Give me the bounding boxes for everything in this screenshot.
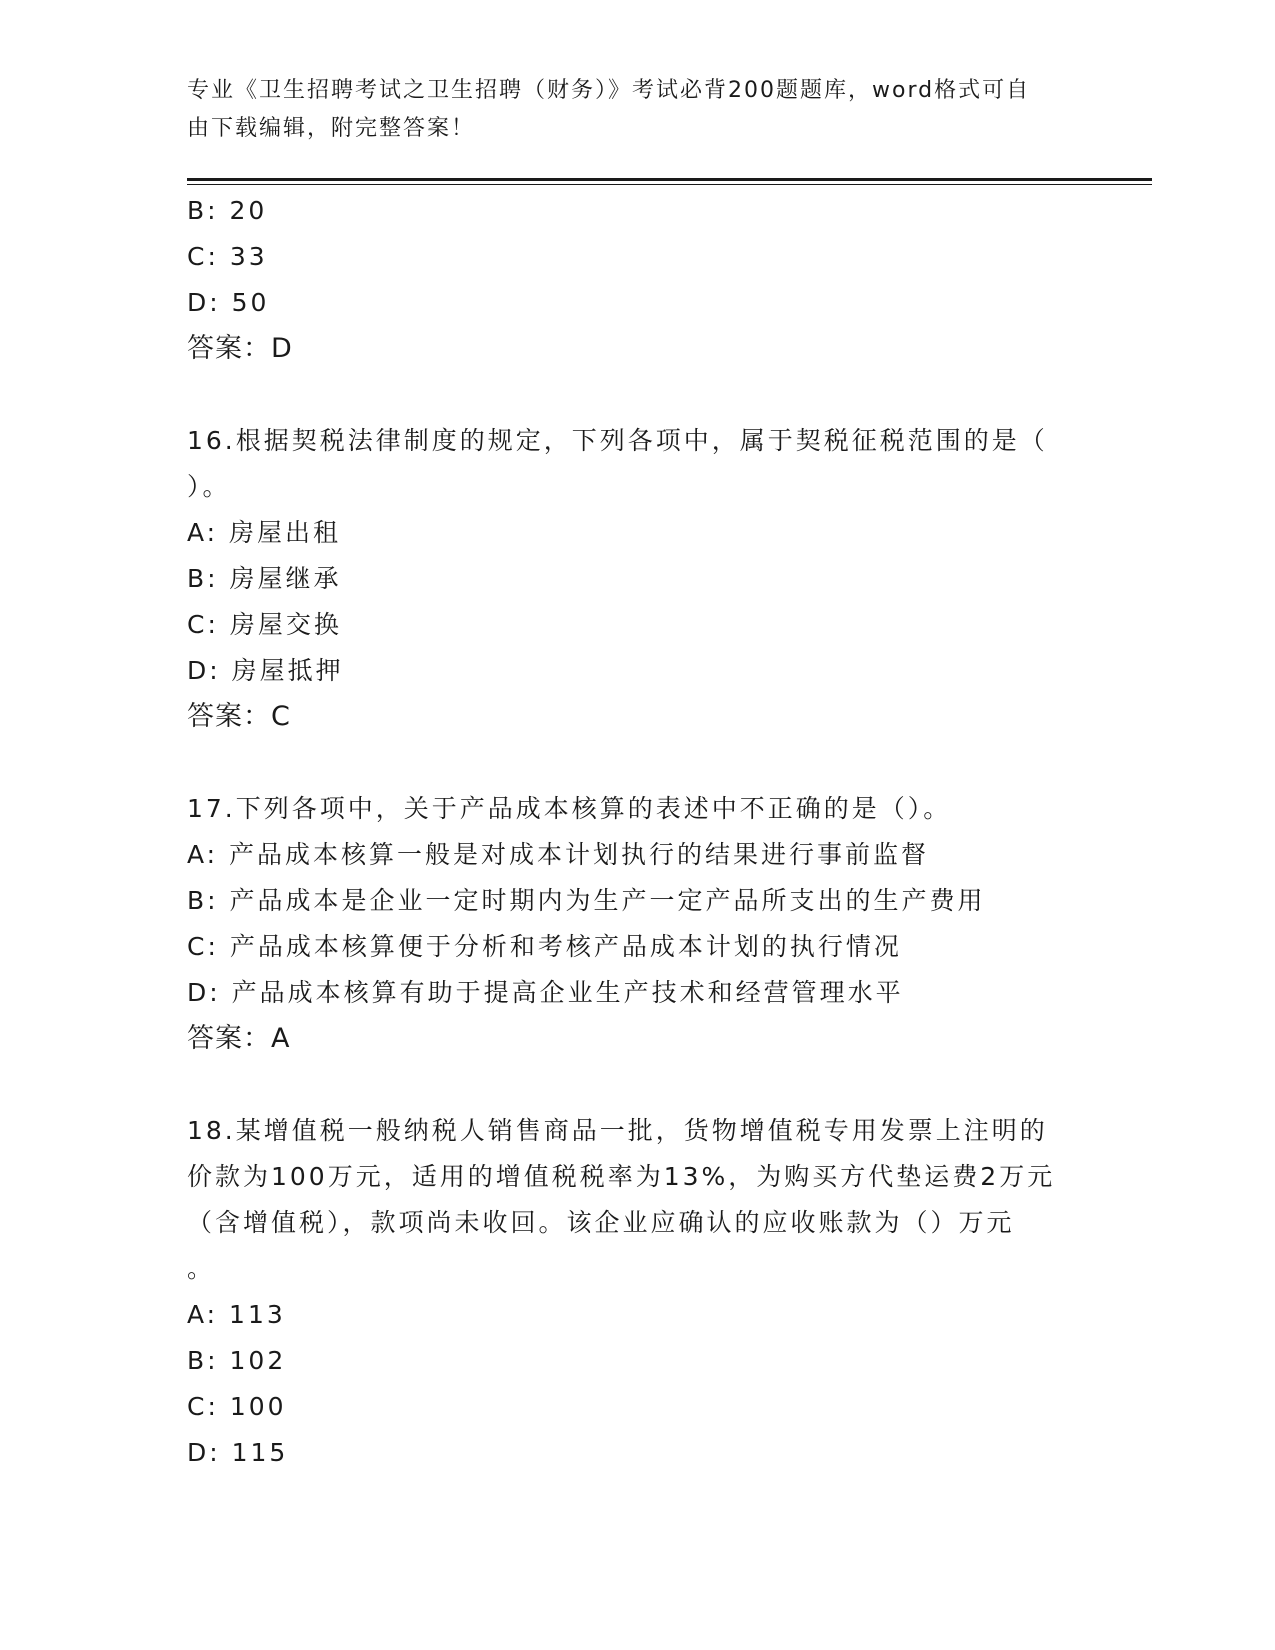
- answer-label: 答案：C: [187, 701, 291, 732]
- option-a: A: 产品成本核算一般是对成本计划执行的结果进行事前监督: [187, 840, 930, 869]
- question-stem-line-2: ）。: [187, 472, 231, 501]
- answer-label: 答案：A: [187, 1023, 291, 1054]
- question-15-tail: [187, 188, 1087, 372]
- question-stem-line-3: （含增值税），款项尚未收回。该企业应确认的应收账款为（）万元: [187, 1208, 1015, 1237]
- option-d: D: 产品成本核算有助于提高企业生产技术和经营管理水平: [187, 978, 904, 1007]
- question-content: [187, 188, 1087, 1476]
- question-18: [187, 1108, 1087, 1476]
- option-b: B: 20: [187, 196, 268, 225]
- spacer: [187, 372, 1087, 418]
- header-divider-thick: [187, 178, 1152, 181]
- header-title-line-1: 专业《卫生招聘考试之卫生招聘（财务）》考试必背200题题库，word格式可自: [187, 78, 1031, 103]
- option-d: D: 房屋抵押: [187, 656, 344, 685]
- option-b: B: 产品成本是企业一定时期内为生产一定产品所支出的生产费用: [187, 886, 986, 915]
- question-stem-line-1: 16.根据契税法律制度的规定，下列各项中，属于契税征税范围的是（: [187, 426, 1048, 455]
- question-stem-line-1: 17.下列各项中，关于产品成本核算的表述中不正确的是（）。: [187, 794, 952, 823]
- option-c: C: 产品成本核算便于分析和考核产品成本计划的执行情况: [187, 932, 902, 961]
- option-d: D: 50: [187, 288, 270, 317]
- question-stem-line-4: 。: [187, 1254, 216, 1283]
- option-a: A: 房屋出租: [187, 518, 342, 547]
- option-c: C: 房屋交换: [187, 610, 342, 639]
- option-d: D: 115: [187, 1438, 289, 1467]
- document-header: [187, 72, 1067, 148]
- question-stem-line-2: 价款为100万元，适用的增值税税率为13%，为购买方代垫运费2万元: [187, 1162, 1056, 1191]
- option-b: B: 房屋继承: [187, 564, 342, 593]
- header-title-line-2: 由下载编辑，附完整答案！: [187, 116, 476, 141]
- option-c: C: 33: [187, 242, 268, 271]
- option-b: B: 102: [187, 1346, 287, 1375]
- question-16: [187, 418, 1087, 740]
- header-divider-thin: [187, 184, 1152, 185]
- answer-label: 答案：D: [187, 333, 293, 364]
- spacer: [187, 1062, 1087, 1108]
- question-stem-line-1: 18.某增值税一般纳税人销售商品一批，货物增值税专用发票上注明的: [187, 1116, 1048, 1145]
- option-c: C: 100: [187, 1392, 287, 1421]
- option-a: A: 113: [187, 1300, 286, 1329]
- spacer: [187, 740, 1087, 786]
- question-17: [187, 786, 1087, 1062]
